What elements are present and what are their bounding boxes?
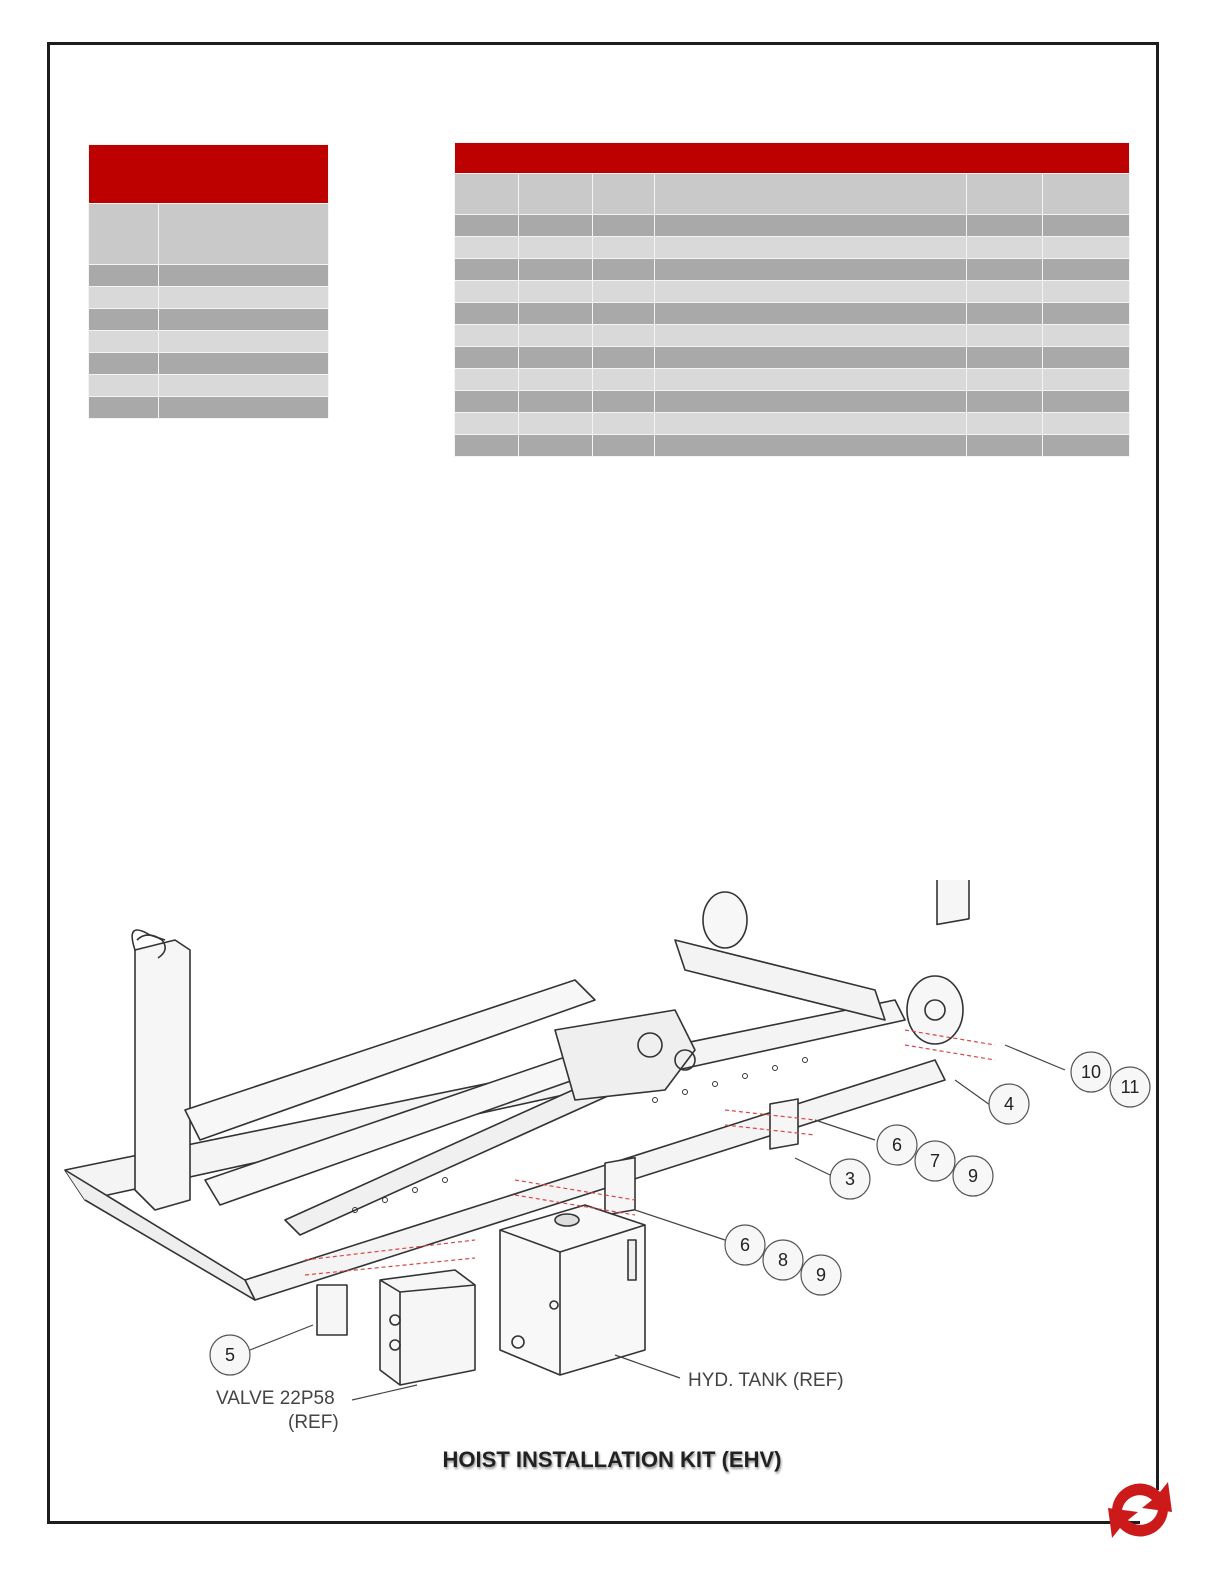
callout-3 [830,1159,870,1199]
table-row [89,353,159,375]
valve-label-line1: VALVE 22P58 [216,1388,335,1409]
svg-text:5: 5 [224,1345,236,1365]
svg-text:3: 3 [844,1169,856,1189]
svg-text:9: 9 [967,1166,979,1186]
callout-4 [989,1084,1029,1124]
svg-text:10: 10 [1080,1062,1102,1082]
table-row [89,375,159,397]
valve-label-line2: (REF) [288,1412,339,1433]
right-parts-table [454,142,1130,457]
callout-9a [953,1156,993,1196]
svg-text:9: 9 [815,1265,827,1285]
callout-7 [915,1141,955,1181]
callout-5 [210,1335,250,1375]
table-row [455,391,519,413]
svg-text:4: 4 [1003,1094,1015,1114]
svg-text:6: 6 [739,1235,751,1255]
right-table-header [455,143,1130,174]
left-parts-table [88,144,329,419]
svg-text:6: 6 [891,1135,903,1155]
callout-6b [725,1225,765,1265]
callout-11 [1110,1067,1150,1107]
table-row [455,325,519,347]
table-row [455,281,519,303]
table-row [455,303,519,325]
drawing-title: HOIST INSTALLATION KIT (EHV) [442,1447,782,1472]
table-row [455,347,519,369]
table-row [455,369,519,391]
brand-logo-icon [1092,1462,1188,1558]
table-row [89,397,159,419]
svg-text:8: 8 [777,1250,789,1270]
tank-label: HYD. TANK (REF) [688,1370,844,1391]
left-table-header [89,145,329,204]
table-row [455,413,519,435]
table-row [89,265,159,287]
table-row [89,331,159,353]
callout-9b [801,1255,841,1295]
table-row [89,309,159,331]
svg-text:11: 11 [1120,1077,1140,1097]
callout-8 [763,1240,803,1280]
table-row [455,435,519,457]
table-row [455,237,519,259]
svg-text:7: 7 [929,1151,941,1171]
table-row [455,215,519,237]
table-row [455,259,519,281]
table-row [89,287,159,309]
callout-10 [1071,1052,1111,1092]
callout-6a [877,1125,917,1165]
